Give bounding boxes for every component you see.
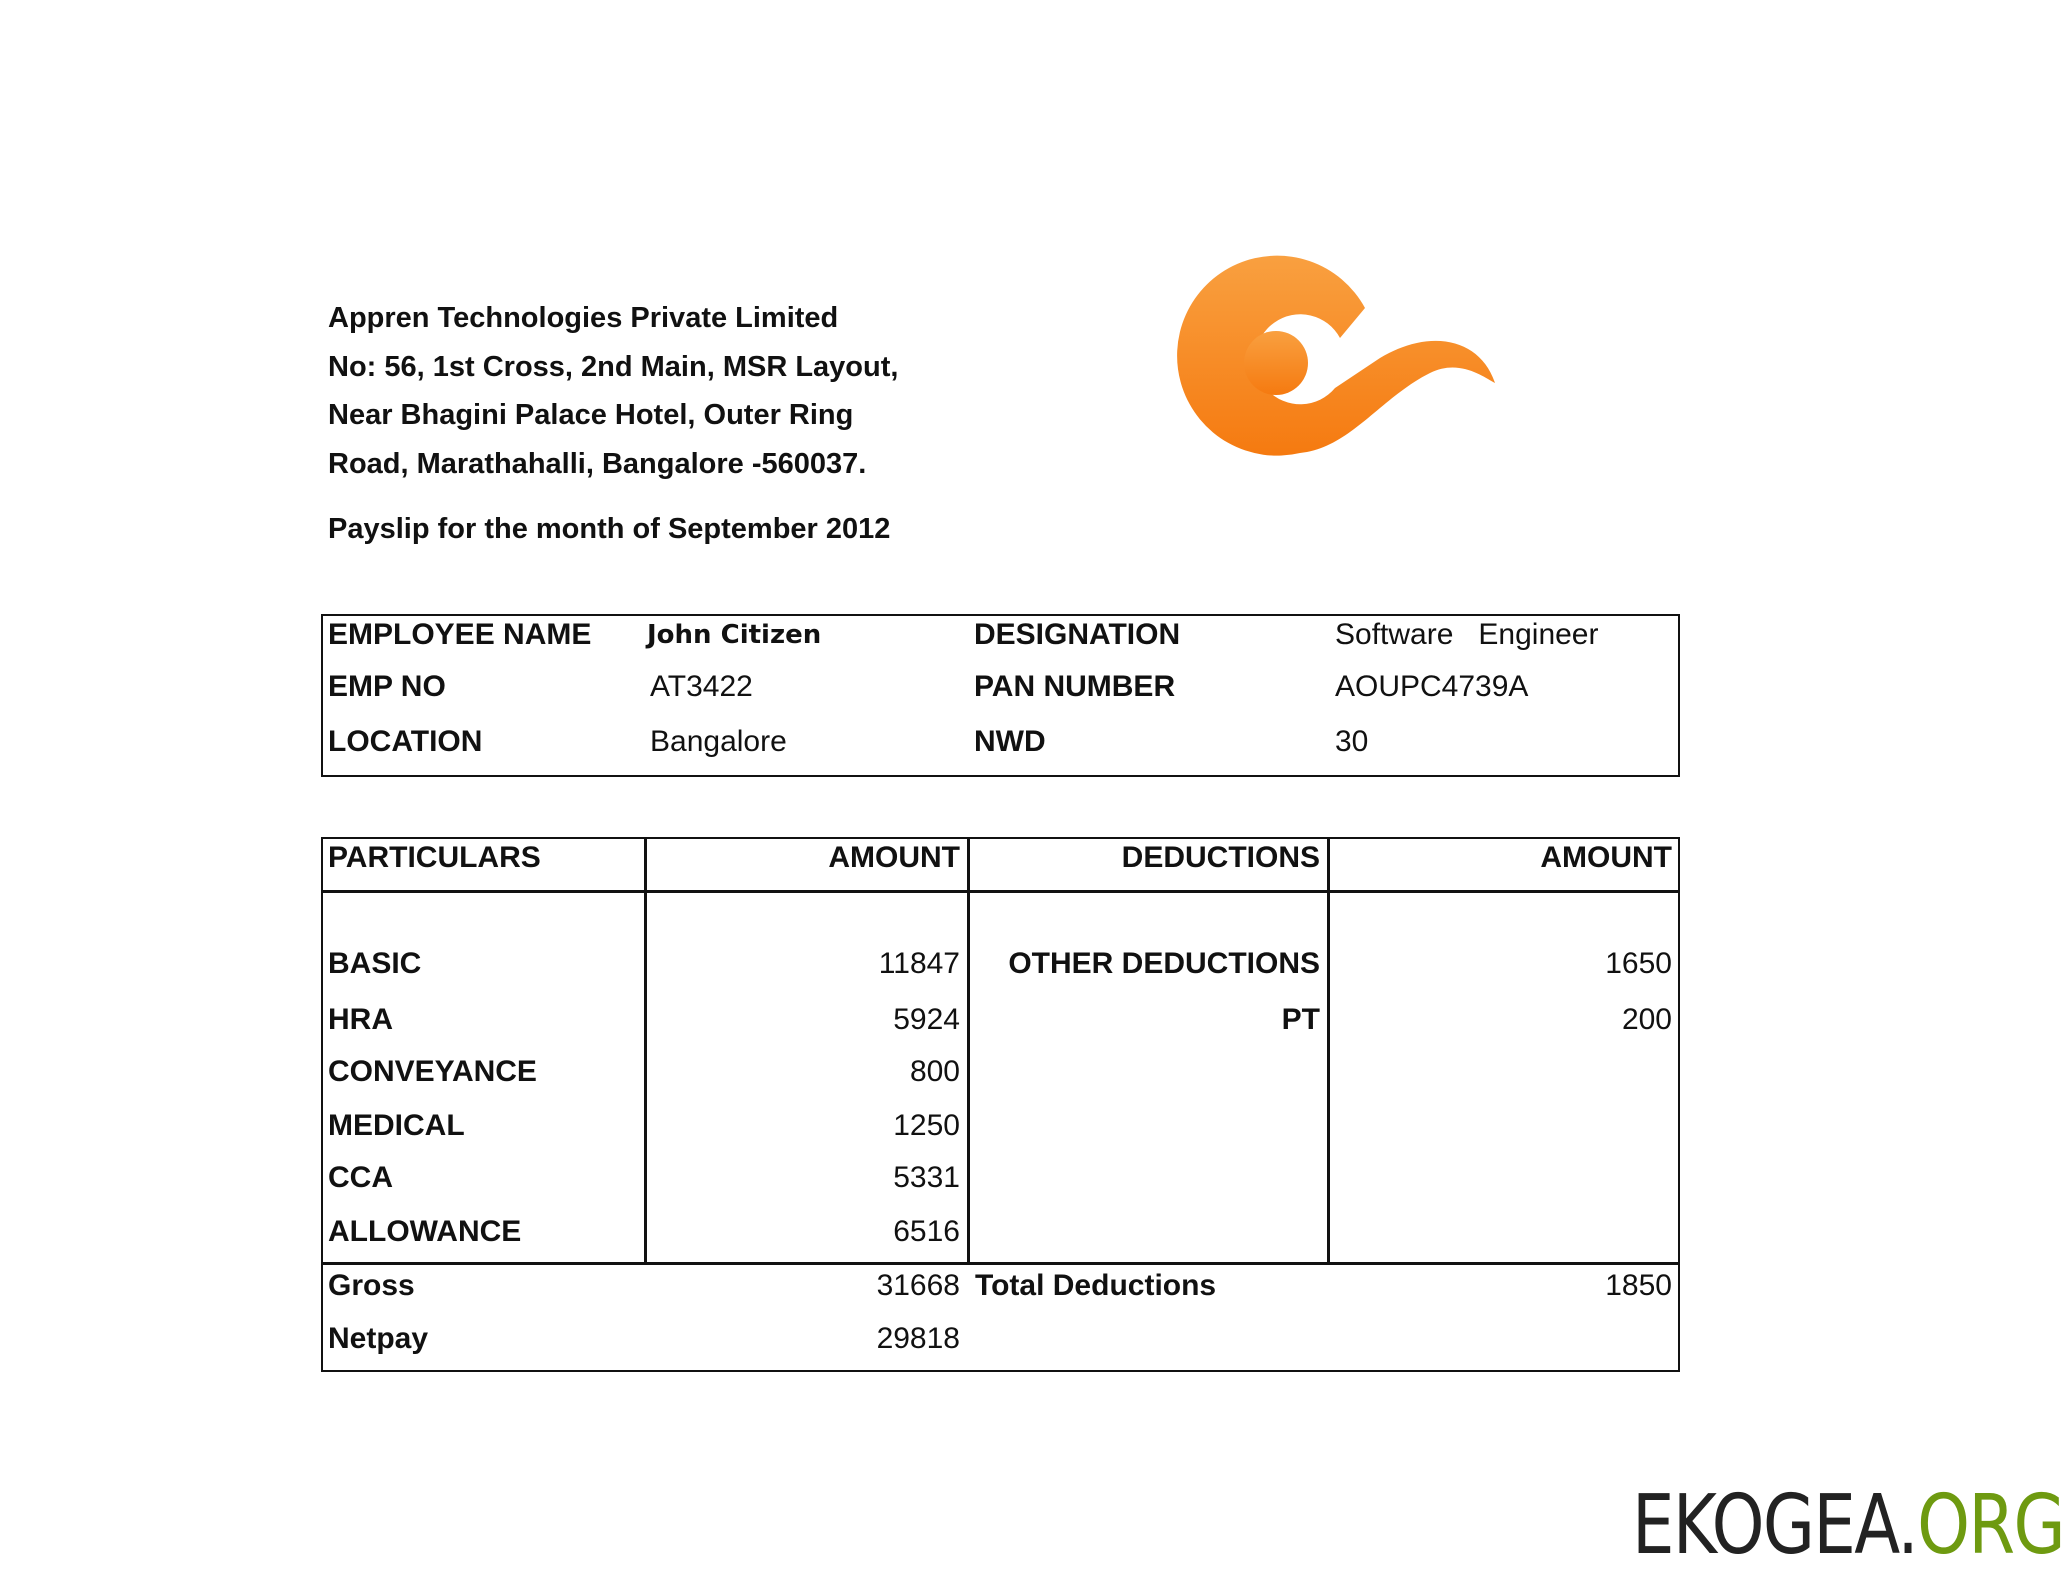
deduction-label: PT <box>1281 1003 1320 1036</box>
earning-label: CONVEYANCE <box>328 1055 537 1088</box>
nwd: 30 <box>1335 725 1369 758</box>
pan-label: PAN NUMBER <box>974 670 1176 703</box>
designation: Software Engineer <box>1335 618 1599 651</box>
earning-amount: 5924 <box>893 1003 960 1036</box>
earning-amount: 11847 <box>878 947 960 980</box>
company-name: Appren Technologies Private Limited <box>328 302 839 334</box>
earning-amount: 800 <box>909 1055 960 1088</box>
earning-label: CCA <box>328 1161 393 1194</box>
netpay-amount: 29818 <box>876 1322 960 1355</box>
designation-label: DESIGNATION <box>974 618 1181 651</box>
pan-number: AOUPC4739A <box>1335 670 1529 703</box>
earning-amount: 5331 <box>893 1161 960 1194</box>
total-deductions-label: Total Deductions <box>975 1269 1217 1302</box>
header-particulars: PARTICULARS <box>328 841 541 874</box>
emp-no: AT3422 <box>650 670 753 703</box>
address-line: Road, Marathahalli, Bangalore -560037. <box>328 447 867 480</box>
header-amount: AMOUNT <box>828 841 960 874</box>
address-line: Near Bhagini Palace Hotel, Outer Ring <box>328 399 854 431</box>
watermark-main: EKOGEA. <box>1632 1478 1918 1573</box>
company-address <box>328 294 898 488</box>
watermark-accent: ORG <box>1917 1478 2064 1573</box>
watermark <box>1632 1478 2064 1573</box>
divider <box>644 837 647 1264</box>
address-line: No: 56, 1st Cross, 2nd Main, MSR Layout, <box>328 350 899 383</box>
earning-label: MEDICAL <box>328 1109 465 1142</box>
earning-label: HRA <box>328 1003 393 1036</box>
earning-amount: 1250 <box>893 1109 960 1142</box>
total-deductions-amount: 1850 <box>1605 1269 1672 1302</box>
earning-label: ALLOWANCE <box>328 1215 522 1248</box>
location: Bangalore <box>650 725 787 758</box>
divider <box>967 837 970 1264</box>
payslip-title: Payslip for the month of September 2012 <box>328 513 891 545</box>
earning-label: BASIC <box>328 947 422 980</box>
netpay-label: Netpay <box>328 1322 429 1355</box>
deduction-amount: 200 <box>1621 1003 1672 1036</box>
employee-name-label: EMPLOYEE NAME <box>328 618 592 651</box>
employee-name: John Citizen <box>647 620 822 650</box>
location-label: LOCATION <box>328 725 483 758</box>
header-amount-deductions: AMOUNT <box>1540 841 1672 874</box>
company-logo <box>1180 258 1500 468</box>
gross-amount: 31668 <box>876 1269 960 1302</box>
divider <box>321 890 1680 893</box>
nwd-label: NWD <box>974 725 1046 758</box>
deduction-amount: 1650 <box>1605 947 1672 980</box>
earning-amount: 6516 <box>893 1215 960 1248</box>
divider <box>1327 837 1330 1264</box>
gross-label: Gross <box>328 1269 415 1302</box>
header-deductions: DEDUCTIONS <box>1121 841 1320 874</box>
emp-no-label: EMP NO <box>328 670 446 703</box>
divider <box>321 1262 1680 1265</box>
deduction-label: OTHER DEDUCTIONS <box>1008 947 1320 980</box>
